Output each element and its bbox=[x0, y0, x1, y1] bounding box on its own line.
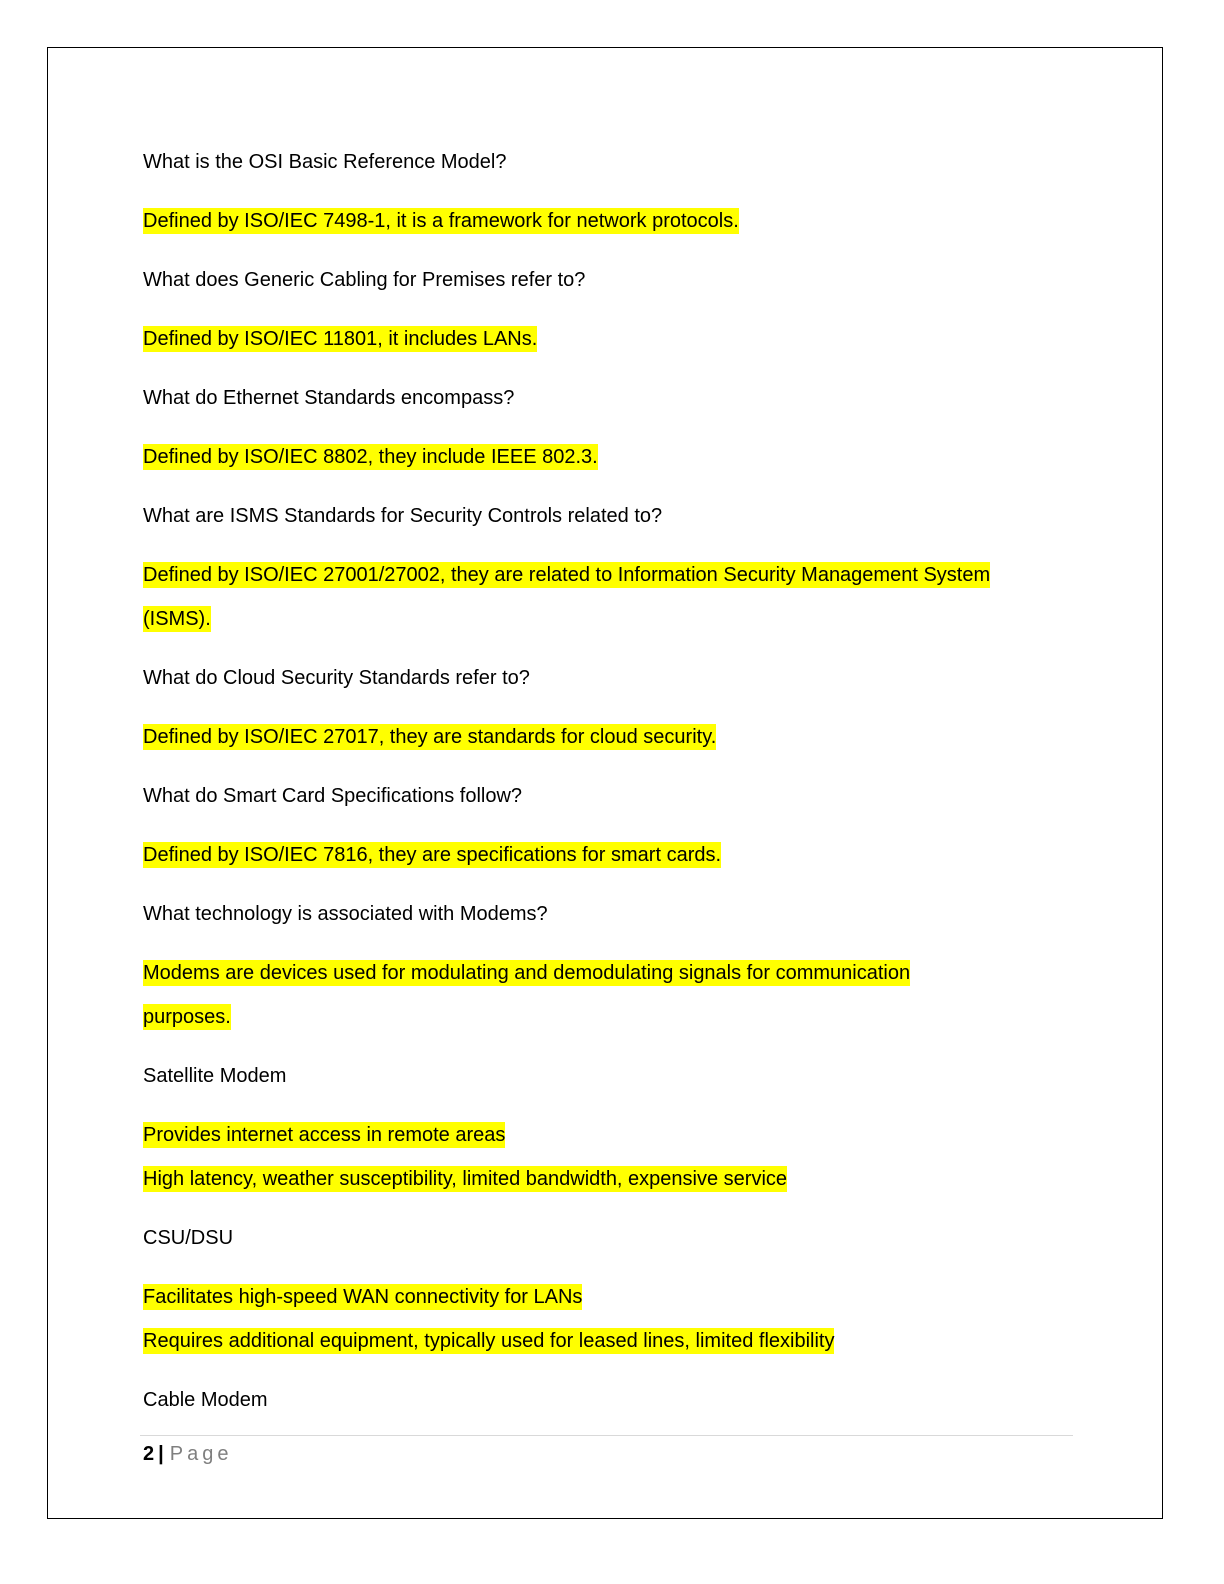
text-line bbox=[143, 1319, 1073, 1363]
answer-paragraph bbox=[143, 317, 1073, 361]
page-label: Page bbox=[169, 1443, 233, 1465]
text-line bbox=[143, 774, 1073, 818]
highlighted-text: Defined by ISO/IEC 7498-1, it is a framework for network protocols. bbox=[143, 210, 739, 232]
page-number: 2 bbox=[143, 1443, 155, 1465]
question-paragraph bbox=[143, 140, 1073, 184]
text-line bbox=[143, 1275, 1073, 1319]
answer-paragraph bbox=[143, 1275, 1073, 1363]
footer-separator: | bbox=[158, 1443, 164, 1465]
text-line bbox=[143, 656, 1073, 700]
question-text: What technology is associated with Modems? bbox=[143, 903, 548, 925]
question-text: What are ISMS Standards for Security Controls related to? bbox=[143, 505, 663, 527]
text-line bbox=[143, 1216, 1073, 1260]
question-text: What do Ethernet Standards encompass? bbox=[143, 387, 515, 409]
question-paragraph bbox=[143, 1054, 1073, 1098]
text-line bbox=[143, 258, 1073, 302]
answer-paragraph bbox=[143, 1113, 1073, 1201]
text-line bbox=[143, 1378, 1073, 1422]
question-paragraph bbox=[143, 376, 1073, 420]
document-body bbox=[143, 140, 1073, 1437]
answer-paragraph bbox=[143, 435, 1073, 479]
text-line bbox=[143, 435, 1073, 479]
highlighted-text: Defined by ISO/IEC 11801, it includes LANs. bbox=[143, 328, 538, 350]
text-line bbox=[143, 1054, 1073, 1098]
text-line bbox=[143, 376, 1073, 420]
highlighted-text: High latency, weather susceptibility, limited bandwidth, expensive service bbox=[143, 1168, 788, 1190]
text-line bbox=[143, 317, 1073, 361]
text-line bbox=[143, 833, 1073, 877]
answer-paragraph bbox=[143, 715, 1073, 759]
question-paragraph bbox=[143, 258, 1073, 302]
question-text: What do Smart Card Specifications follow? bbox=[143, 785, 523, 807]
question-paragraph bbox=[143, 892, 1073, 936]
text-line bbox=[143, 892, 1073, 936]
question-paragraph bbox=[143, 1378, 1073, 1422]
highlighted-text: Defined by ISO/IEC 27001/27002, they are related to Information Security Management System bbox=[143, 564, 991, 586]
text-line bbox=[143, 715, 1073, 759]
text-line bbox=[143, 199, 1073, 243]
question-text: Satellite Modem bbox=[143, 1065, 287, 1087]
highlighted-text: Requires additional equipment, typically used for leased lines, limited flexibility bbox=[143, 1330, 835, 1352]
question-paragraph bbox=[143, 1216, 1073, 1260]
text-line bbox=[143, 995, 1073, 1039]
highlighted-text: Provides internet access in remote areas bbox=[143, 1124, 506, 1146]
answer-paragraph bbox=[143, 833, 1073, 877]
answer-paragraph bbox=[143, 951, 1073, 1039]
question-text: What do Cloud Security Standards refer to? bbox=[143, 667, 530, 689]
answer-paragraph bbox=[143, 553, 1073, 641]
text-line bbox=[143, 1157, 1073, 1201]
highlighted-text: Modems are devices used for modulating and demodulating signals for communication bbox=[143, 962, 911, 984]
highlighted-text: (ISMS). bbox=[143, 608, 211, 630]
text-line bbox=[143, 494, 1073, 538]
text-line bbox=[143, 597, 1073, 641]
question-paragraph bbox=[143, 494, 1073, 538]
highlighted-text: Defined by ISO/IEC 27017, they are standards for cloud security. bbox=[143, 726, 717, 748]
question-text: Cable Modem bbox=[143, 1389, 268, 1411]
text-line bbox=[143, 951, 1073, 995]
highlighted-text: Defined by ISO/IEC 8802, they include IEEE 802.3. bbox=[143, 446, 598, 468]
question-paragraph bbox=[143, 656, 1073, 700]
question-text: CSU/DSU bbox=[143, 1227, 234, 1249]
text-line bbox=[143, 553, 1073, 597]
footer-rule bbox=[140, 1435, 1073, 1436]
page-footer bbox=[143, 1440, 232, 1468]
question-paragraph bbox=[143, 774, 1073, 818]
answer-paragraph bbox=[143, 199, 1073, 243]
highlighted-text: purposes. bbox=[143, 1006, 231, 1028]
question-text: What does Generic Cabling for Premises refer to? bbox=[143, 269, 586, 291]
question-text: What is the OSI Basic Reference Model? bbox=[143, 151, 507, 173]
text-line bbox=[143, 1113, 1073, 1157]
text-line bbox=[143, 140, 1073, 184]
highlighted-text: Defined by ISO/IEC 7816, they are specifications for smart cards. bbox=[143, 844, 722, 866]
highlighted-text: Facilitates high-speed WAN connectivity for LANs bbox=[143, 1286, 583, 1308]
